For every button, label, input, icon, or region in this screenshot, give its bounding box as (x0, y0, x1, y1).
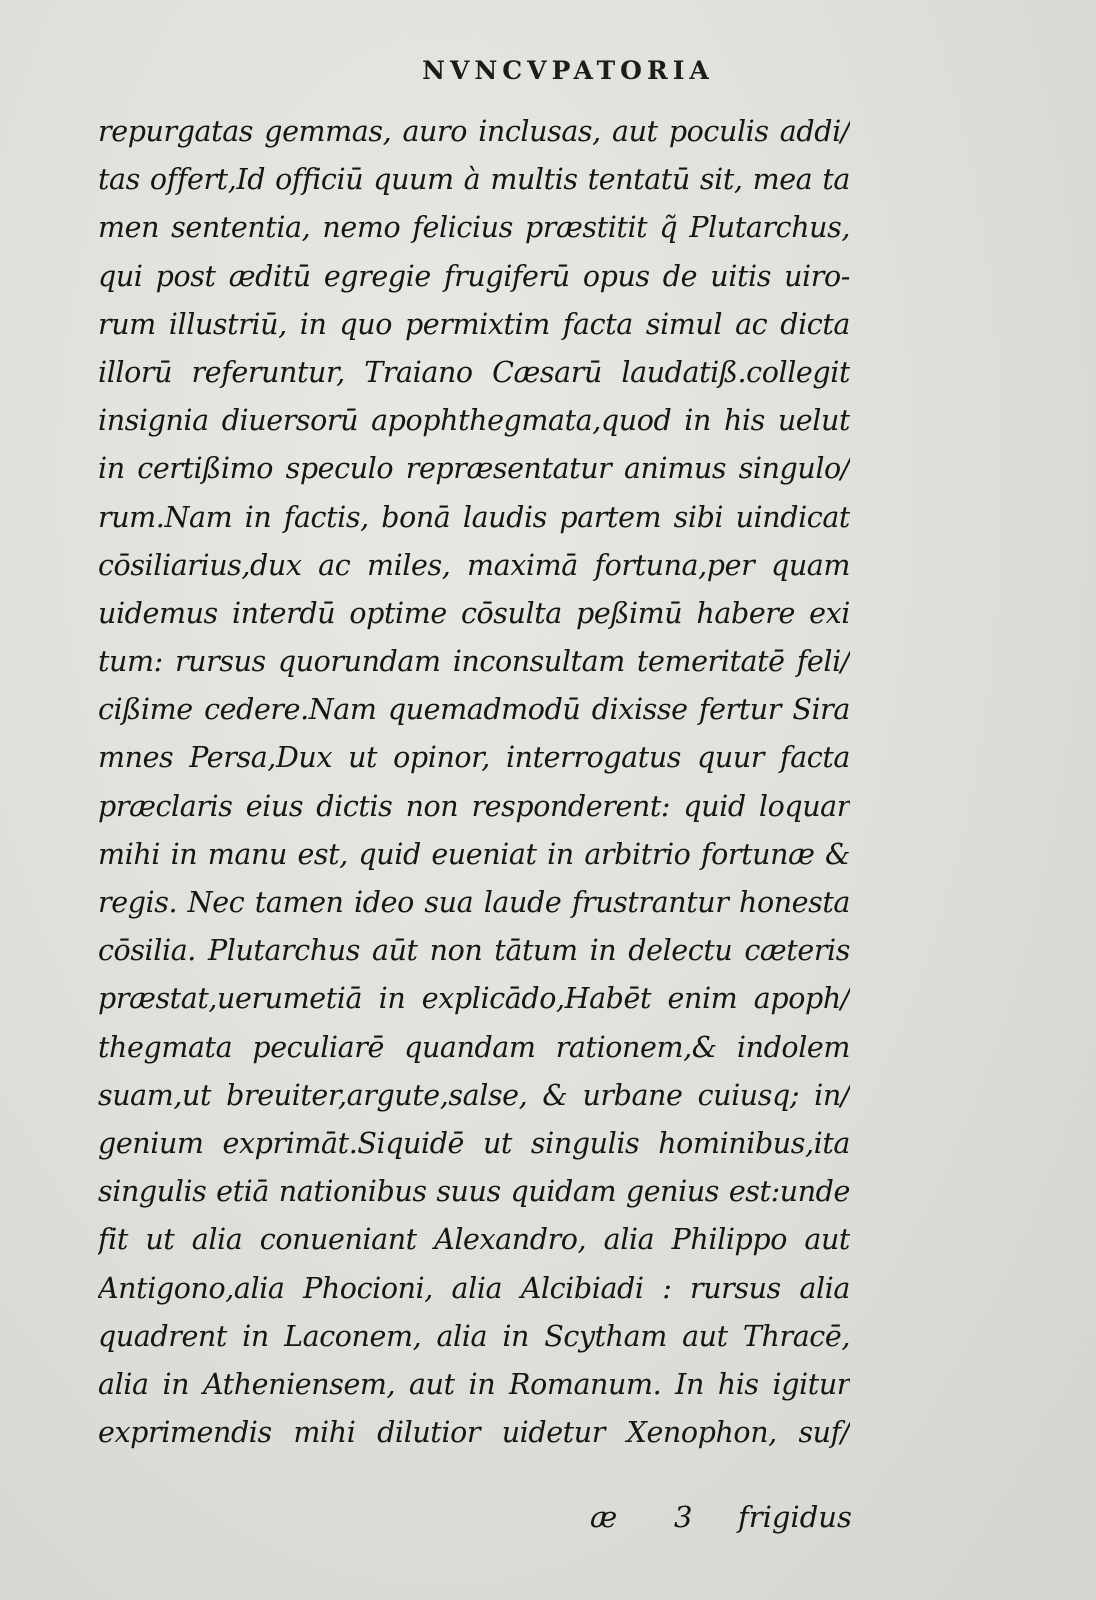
text-line: rum illustriū, in quo permixtim facta simul ac dicta (98, 307, 850, 341)
text-line: Antigono,alia Phocioni, alia Alcibiadi : rursus alia (98, 1271, 850, 1305)
text-line: in certißimo speculo repræsentatur animus singulo/ (98, 452, 850, 486)
body-text (98, 108, 850, 1457)
text-line: cißime cedere.Nam quemadmodū dixisse fertur Sira (98, 693, 850, 727)
signature-mark: æ (590, 1500, 618, 1534)
text-line: men sententia, nemo felicius præstitit q̃ Plutarchus, (98, 211, 850, 245)
text-line: cōsiliarius,dux ac miles, maximā fortuna,per quam (98, 548, 850, 582)
text-line: uidemus interdū optime cōsulta peßimū habere exi (98, 596, 850, 630)
text-line: mihi in manu est, quid eueniat in arbitrio fortunæ & (98, 837, 850, 871)
text-line: quadrent in Laconem, alia in Scytham aut Thracē, (98, 1319, 850, 1353)
catchline (590, 1494, 860, 1542)
text-line: fit ut alia conueniant Alexandro, alia Philippo aut (98, 1223, 850, 1257)
text-line: illorū referuntur, Traiano Cæsarū laudatiß.collegit (98, 355, 850, 389)
text-line: thegmata peculiarē quandam rationem,& indolem (98, 1030, 850, 1064)
text-line: præstat,uerumetiā in explicādo,Habēt enim apoph/ (98, 982, 850, 1016)
signature-number: 3 (674, 1500, 693, 1534)
text-line: tum: rursus quorundam inconsultam temeritatē feli/ (98, 645, 850, 679)
text-line: cōsilia. Plutarchus aūt non tātum in delectu cæteris (98, 934, 850, 968)
text-line: insignia diuersorū apophthegmata,quod in his uelut (98, 404, 850, 438)
catchword: frigidus (738, 1500, 852, 1534)
text-line: regis. Nec tamen ideo sua laude frustrantur honesta (98, 886, 850, 919)
text-line: rum.Nam in factis, bonā laudis partem sibi uindicat (98, 500, 850, 534)
text-line: tas offert,Id officiū quum à multis tentatū sit, mea ta (98, 163, 850, 197)
text-line: exprimendis mihi dilutior uidetur Xenophon, suf/ (98, 1416, 850, 1450)
text-line: singulis etiā nationibus suus quidam genius est:unde (98, 1175, 850, 1209)
text-line: mnes Persa,Dux ut opinor, interrogatus quur facta (98, 741, 850, 775)
text-line: qui post æditū egregie frugiferū opus de uitis uiro- (98, 259, 850, 293)
text-line: genium exprimāt.Siquidē ut singulis hominibus,ita (98, 1126, 850, 1160)
text-line: suam,ut breuiter,argute,salse, & urbane cuiusq; in/ (98, 1078, 850, 1112)
text-line: alia in Atheniensem, aut in Romanum. In his igitur (98, 1367, 850, 1401)
text-line: repurgatas gemmas, auro inclusas, aut poculis addi/ (98, 115, 850, 148)
text-line: præclaris eius dictis non responderent: quid loquar (98, 789, 850, 823)
running-head: NVNCVPATORIA (422, 56, 714, 85)
